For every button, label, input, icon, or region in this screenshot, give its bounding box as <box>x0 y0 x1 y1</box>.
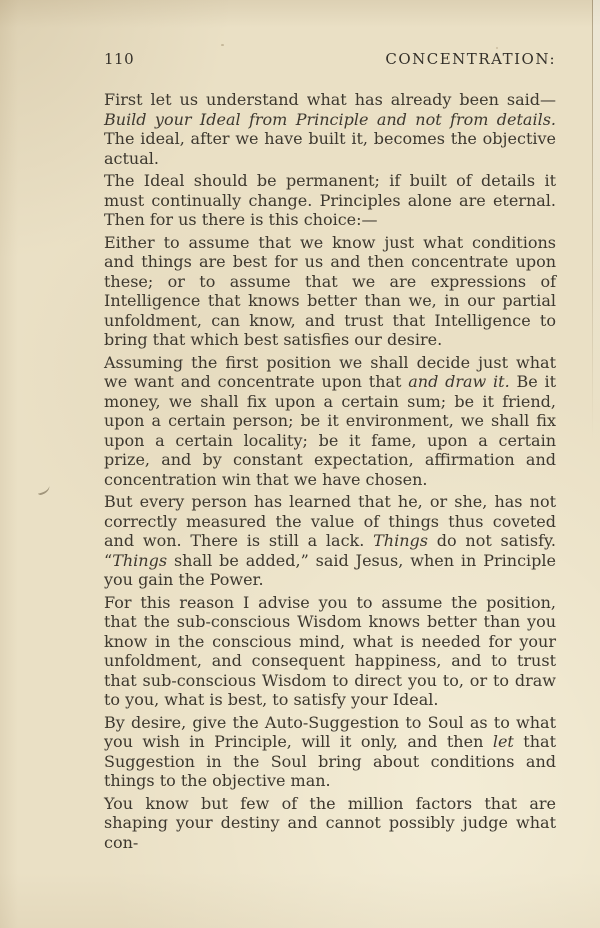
italic-text-run: Things <box>112 550 168 570</box>
text-run: By desire, give the Auto-Suggestion to Soul as to what you wish in Principle, will it only, and then <box>104 712 556 751</box>
italic-text-run: let <box>492 732 514 751</box>
text-run: You know but few of the million factors that are shaping your destiny and cannot possibly judge what con- <box>104 793 556 852</box>
paragraph <box>104 171 556 230</box>
text-run: But every person has learned that he, or she, has not correctly measured the value of things thus coveted and won. There is still a lack. <box>104 492 556 550</box>
text-block <box>104 90 556 855</box>
paragraph <box>104 794 556 853</box>
paragraph <box>104 593 556 710</box>
page-edge-strip <box>593 0 600 470</box>
text-run: The Ideal should be permanent; if built of details it must continually change. Principles alone are eternal. Then for us there is this choice:— <box>104 171 556 229</box>
text-run: Assuming the first position we shall decide just what we want and concentrate upon that <box>104 352 556 391</box>
paragraph <box>104 713 556 791</box>
italic-text-run: Build your Ideal from Principle and not from details. <box>104 109 556 129</box>
text-run: Be it money, we shall fix upon a certain sum; be it friend, upon a certain person; be it environment, we shall fix upon a certain locality; be it fame, upon a certain prize, and by constant expectation, affirmation and concentration win that we have chosen. <box>104 372 556 489</box>
text-run: The ideal, after we have built it, becomes the objective actual. <box>104 129 556 168</box>
italic-text-run: Things <box>373 531 428 550</box>
paragraph <box>104 353 556 490</box>
scan-speck <box>221 44 224 46</box>
paragraph <box>104 90 556 168</box>
text-run: that Suggestion in the Soul bring about conditions and things to the objective man. <box>104 732 556 790</box>
text-run: shall be added,” said Jesus, when in Principle you gain the Power. <box>104 550 556 589</box>
text-run: do not satisfy. “ <box>104 531 556 570</box>
page-number: 110 <box>104 50 135 68</box>
paragraph <box>104 492 556 590</box>
text-run: Either to assume that we know just what conditions and things are best for us and then concentrate upon these; or to assume that we are expressions of Intelligence that knows better than we, in our partial unfoldment, can know, and trust that Intelligence to bring that which best satisfies our desire. <box>104 232 556 349</box>
pen-mark-artifact <box>36 483 51 496</box>
page-header <box>104 50 556 68</box>
text-run: First let us understand what has already been said— <box>104 90 556 109</box>
text-run: For this reason I advise you to assume the position, that the sub-conscious Wisdom knows better than you know in the conscious mind, what is needed for your unfoldment, and consequent happiness, and to trust that sub-conscious Wisdom to direct you to, or to draw to you, what is best, to satisfy your Ideal. <box>104 592 556 709</box>
paragraph <box>104 233 556 350</box>
running-title: CONCENTRATION: <box>385 50 556 68</box>
italic-text-run: and draw it. <box>408 372 510 391</box>
scan-speck <box>496 47 498 49</box>
